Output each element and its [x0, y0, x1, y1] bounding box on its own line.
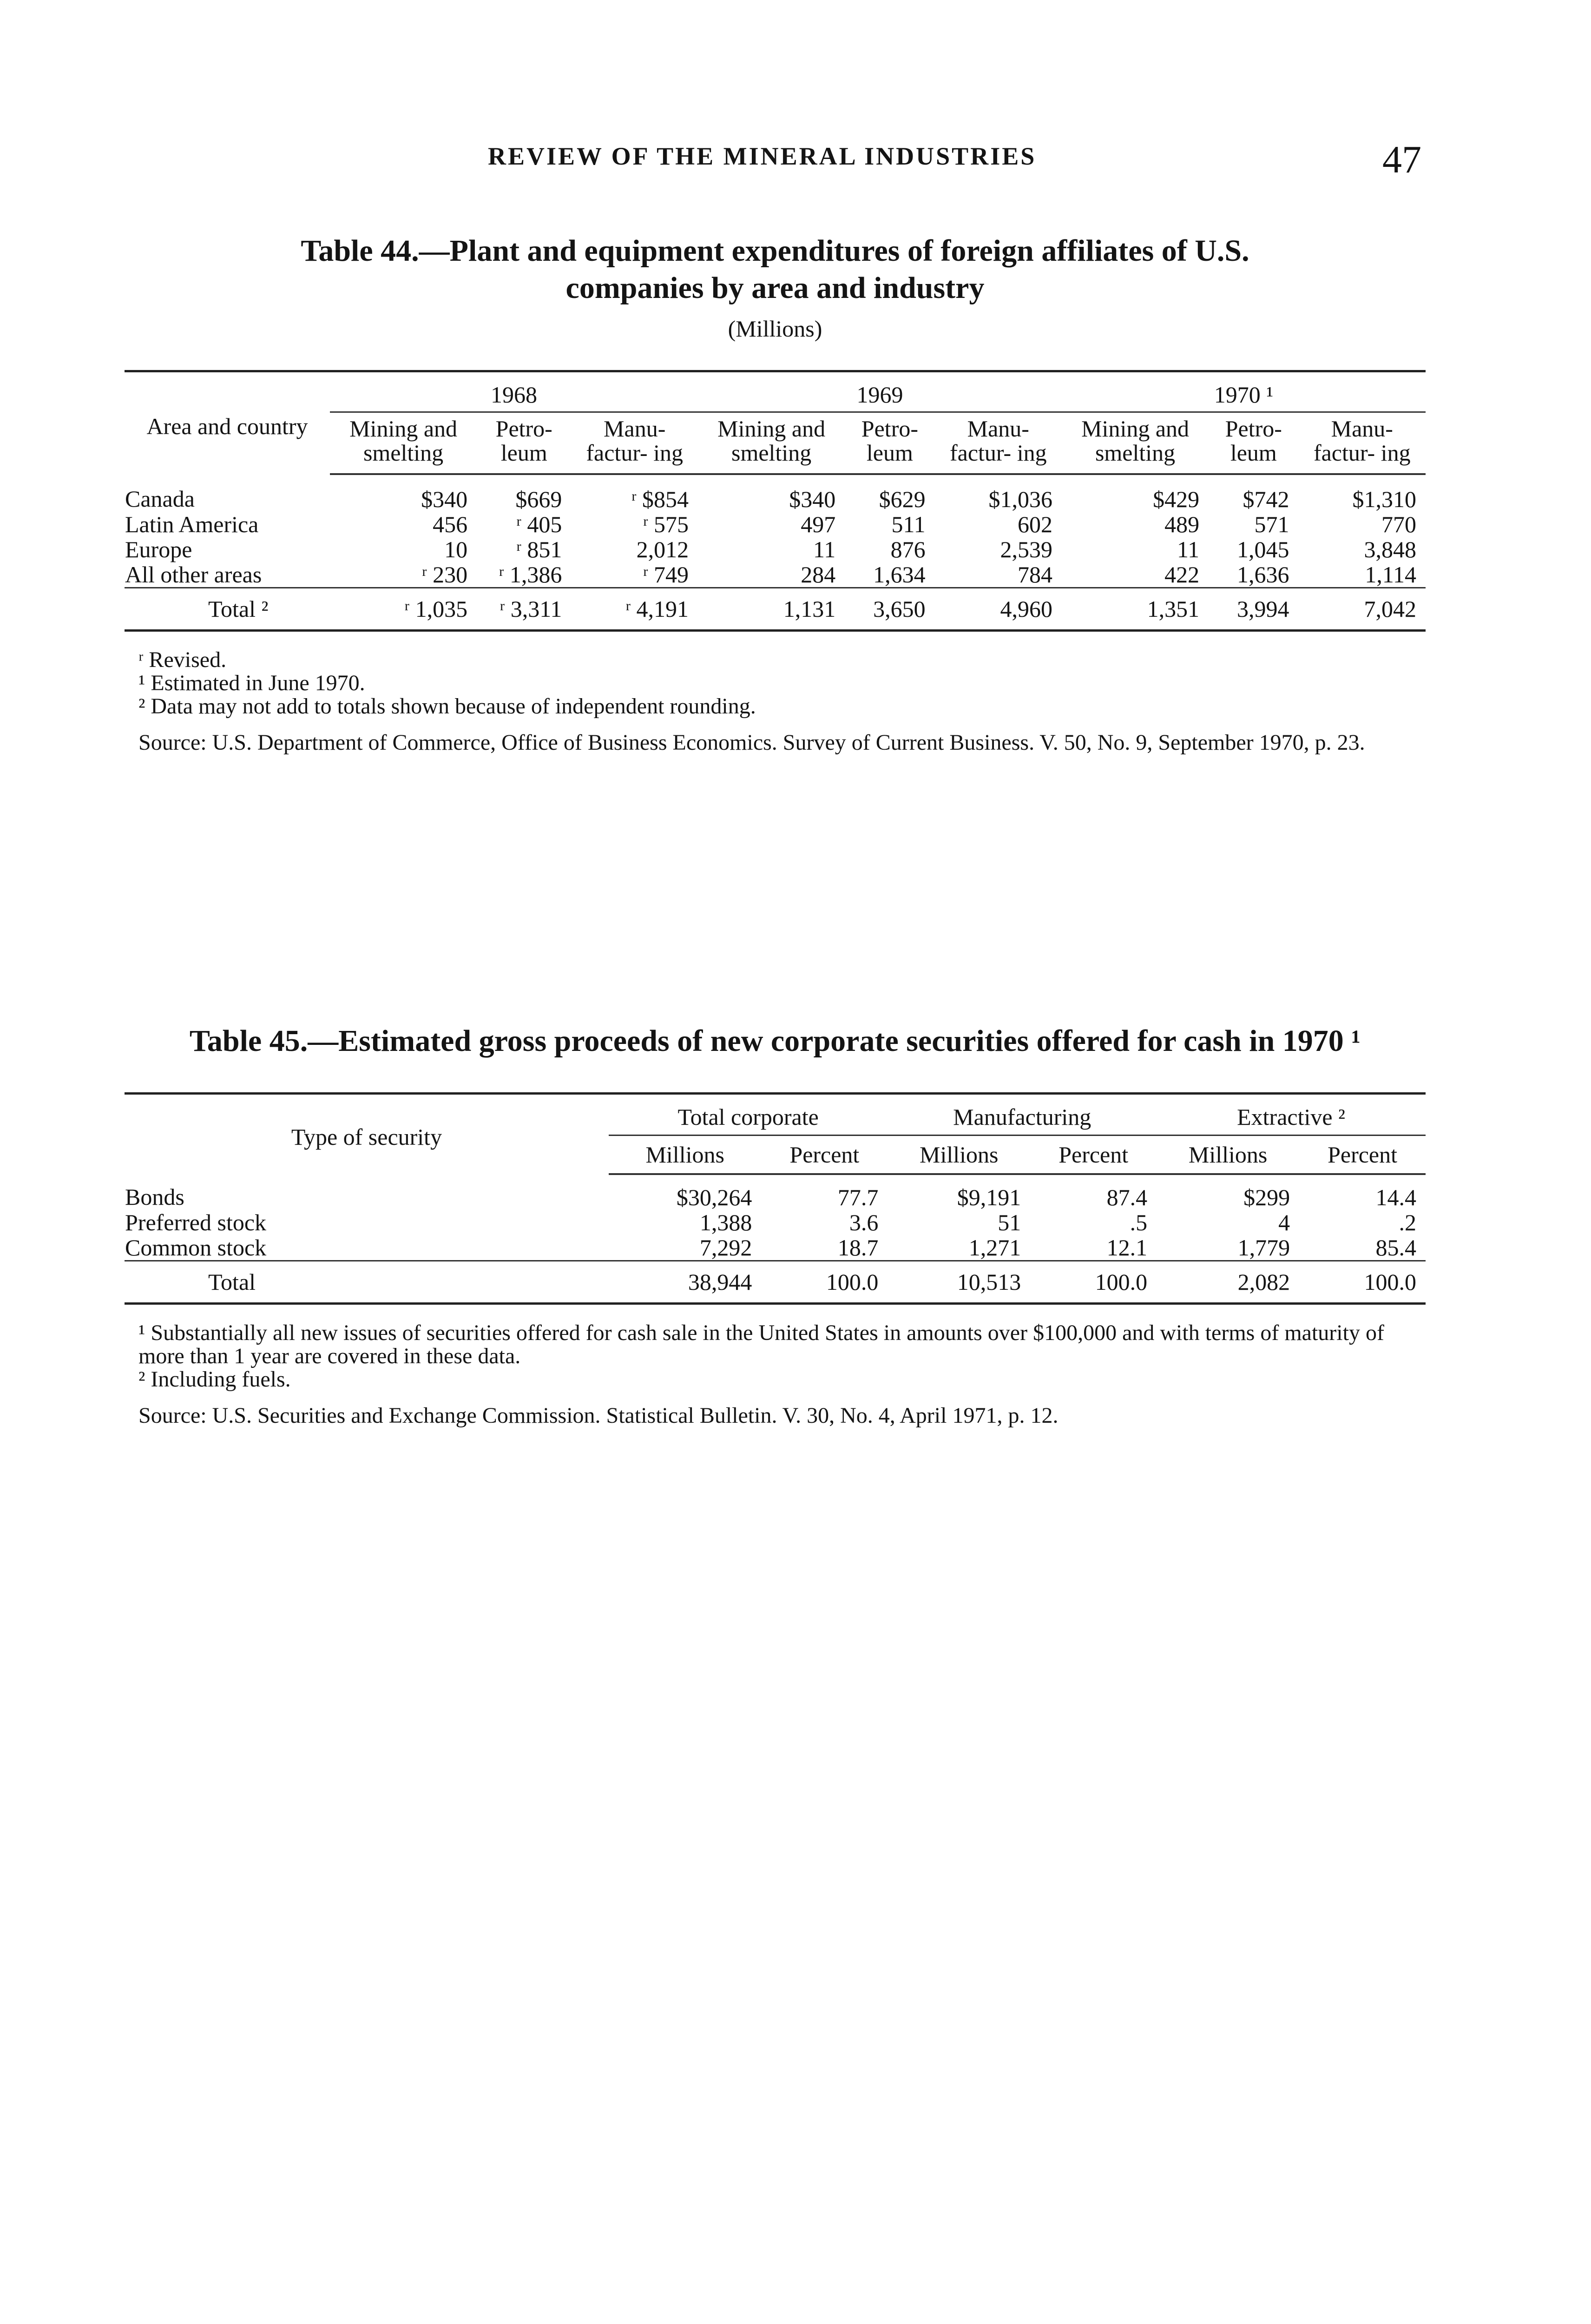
cell: ʳ 3,311: [477, 588, 571, 631]
cell: 602: [1018, 511, 1052, 537]
cell: 1,636: [1237, 561, 1289, 588]
cell: 1,114: [1365, 561, 1416, 588]
cell: 784: [1018, 561, 1052, 588]
table-44-title: [125, 232, 1426, 307]
col-header: Petro- leum: [845, 412, 934, 475]
cell: 3,848: [1364, 536, 1416, 562]
cell: 77.7: [837, 1184, 879, 1210]
year-header: 1969: [698, 371, 1062, 412]
cell: 1,131: [698, 588, 845, 631]
cell: $1,036: [988, 486, 1052, 512]
table-45-source: Source: U.S. Securities and Exchange Commission. Statistical Bulletin. V. 30, No. 4, April 1971, p. 12.: [138, 1403, 1058, 1428]
group-header: Total corporate: [609, 1094, 888, 1136]
cell: 2,012: [636, 536, 689, 562]
page-number: 47: [1382, 138, 1421, 181]
cell: 14.4: [1375, 1184, 1416, 1210]
table-row: [125, 1235, 1426, 1261]
table-45-title: Table 45.—Estimated gross proceeds of new corporate securities offered for cash in 1970 ¹: [189, 1024, 1361, 1058]
row-label: All other areas: [125, 561, 262, 588]
cell: ʳ 405: [516, 511, 562, 537]
cell: 1,779: [1237, 1235, 1290, 1261]
cell: ʳ 851: [516, 536, 562, 562]
cell: 10: [444, 536, 468, 562]
running-head: REVIEW OF THE MINERAL INDUSTRIES: [488, 142, 1037, 170]
cell: 85.4: [1375, 1235, 1416, 1261]
page-header: [0, 137, 1591, 181]
table-row: [125, 474, 1426, 512]
col-header: Percent: [1299, 1136, 1426, 1175]
table-row: [125, 1210, 1426, 1235]
cell: 4: [1278, 1209, 1290, 1235]
cell: 87.4: [1106, 1184, 1148, 1210]
col-header: Petro- leum: [1209, 412, 1298, 475]
table-44: [125, 370, 1426, 632]
table-45: [125, 1092, 1426, 1305]
cell: ʳ 575: [643, 511, 689, 537]
cell: ʳ $854: [631, 486, 689, 512]
cell: 422: [1164, 561, 1200, 588]
total-row: [125, 588, 1426, 631]
cell: $340: [789, 486, 836, 512]
cell: $742: [1243, 486, 1289, 512]
cell: 3,994: [1209, 588, 1298, 631]
cell: 4,960: [935, 588, 1062, 631]
total-label: Total: [125, 1261, 609, 1304]
cell: $429: [1153, 486, 1200, 512]
cell: 876: [890, 536, 926, 562]
cell: ʳ 1,386: [499, 561, 562, 588]
table-45-notes: [125, 1321, 1426, 1391]
cell: 51: [998, 1209, 1021, 1235]
table-45-section: [125, 1023, 1426, 1427]
cell: 571: [1254, 511, 1289, 537]
cell: 1,271: [968, 1235, 1021, 1261]
cell: 7,292: [699, 1235, 752, 1261]
row-label: Preferred stock: [125, 1209, 267, 1235]
footnote: ʳ Revised.: [138, 647, 227, 672]
cell: 38,944: [609, 1261, 761, 1304]
year-header: 1968: [330, 371, 698, 412]
cell: 511: [891, 511, 926, 537]
footnote: ¹ Substantially all new issues of securities offered for cash sale in the United States in amounts over $100,000 and with terms of maturity of more than 1 year are covered in these data.: [138, 1320, 1384, 1368]
cell: 1,351: [1062, 588, 1209, 631]
cell: 100.0: [1299, 1261, 1426, 1304]
cell: $30,264: [676, 1184, 752, 1210]
group-header: Manufacturing: [888, 1094, 1157, 1136]
table-44-source: Source: U.S. Department of Commerce, Office of Business Economics. Survey of Current Business. V. 50, No. 9, September 1970, p. 23.: [138, 730, 1365, 755]
cell: 770: [1381, 511, 1416, 537]
footnote: ¹ Estimated in June 1970.: [138, 671, 365, 695]
footnote: ² Including fuels.: [138, 1367, 291, 1392]
cell: 10,513: [888, 1261, 1030, 1304]
col-header: Mining and smelting: [1062, 412, 1209, 475]
cell: ʳ 230: [421, 561, 468, 588]
table-44-unit: (Millions): [728, 316, 822, 342]
col-header: Petro- leum: [477, 412, 571, 475]
cell: $299: [1243, 1184, 1290, 1210]
cell: ʳ 1,035: [330, 588, 477, 631]
cell: 2,082: [1157, 1261, 1299, 1304]
cell: .5: [1130, 1209, 1148, 1235]
col-header: Millions: [1157, 1136, 1299, 1175]
cell: 11: [1177, 536, 1200, 562]
cell: 7,042: [1299, 588, 1426, 631]
cell: 1,388: [699, 1209, 752, 1235]
cell: 100.0: [1030, 1261, 1157, 1304]
col-header: Mining and smelting: [698, 412, 845, 475]
cell: 456: [433, 511, 468, 537]
table-row: [125, 537, 1426, 562]
cell: ʳ 4,191: [571, 588, 698, 631]
table-44-title-line2: companies by area and industry: [565, 271, 985, 305]
table-44-title-line1: Table 44.—Plant and equipment expenditures of foreign affiliates of U.S.: [301, 234, 1249, 268]
year-header: 1970 ¹: [1062, 371, 1426, 412]
table-row: [125, 512, 1426, 537]
table-row: [125, 1174, 1426, 1210]
cell: .2: [1399, 1209, 1416, 1235]
cell: $1,310: [1352, 486, 1416, 512]
cell: $340: [421, 486, 468, 512]
row-label: Canada: [125, 486, 195, 512]
col-header: Mining and smelting: [330, 412, 477, 475]
col-header: Millions: [609, 1136, 761, 1175]
total-label: Total ²: [125, 588, 330, 631]
col-header: Manu- factur- ing: [1299, 412, 1426, 475]
table-row: [125, 562, 1426, 588]
cell: $629: [879, 486, 926, 512]
cell: 1,045: [1237, 536, 1289, 562]
row-label: Latin America: [125, 511, 259, 537]
cell: ʳ 749: [643, 561, 689, 588]
cell: 12.1: [1106, 1235, 1148, 1261]
col-header: Percent: [761, 1136, 888, 1175]
row-label: Common stock: [125, 1235, 267, 1261]
col-header: Manu- factur- ing: [571, 412, 698, 475]
cell: 3,650: [845, 588, 934, 631]
footnote: ² Data may not add to totals shown because of independent rounding.: [138, 694, 756, 719]
group-header: Extractive ²: [1157, 1094, 1426, 1136]
cell: 1,634: [873, 561, 926, 588]
table-44-section: [125, 232, 1426, 754]
cell: $9,191: [957, 1184, 1021, 1210]
row-label: Europe: [125, 536, 192, 562]
area-header: Area and country: [146, 413, 308, 439]
table-44-notes: [125, 648, 1426, 718]
col-header: Manu- factur- ing: [935, 412, 1062, 475]
cell: 284: [801, 561, 836, 588]
cell: 489: [1164, 511, 1200, 537]
cell: 3.6: [849, 1209, 879, 1235]
cell: 2,539: [1000, 536, 1052, 562]
cell: 497: [801, 511, 836, 537]
col-header: Millions: [888, 1136, 1030, 1175]
type-header: Type of security: [291, 1123, 442, 1150]
row-label: Bonds: [125, 1184, 184, 1210]
cell: 11: [813, 536, 836, 562]
cell: 100.0: [761, 1261, 888, 1304]
total-row: [125, 1261, 1426, 1304]
cell: 18.7: [837, 1235, 879, 1261]
cell: $669: [515, 486, 562, 512]
col-header: Percent: [1030, 1136, 1157, 1175]
